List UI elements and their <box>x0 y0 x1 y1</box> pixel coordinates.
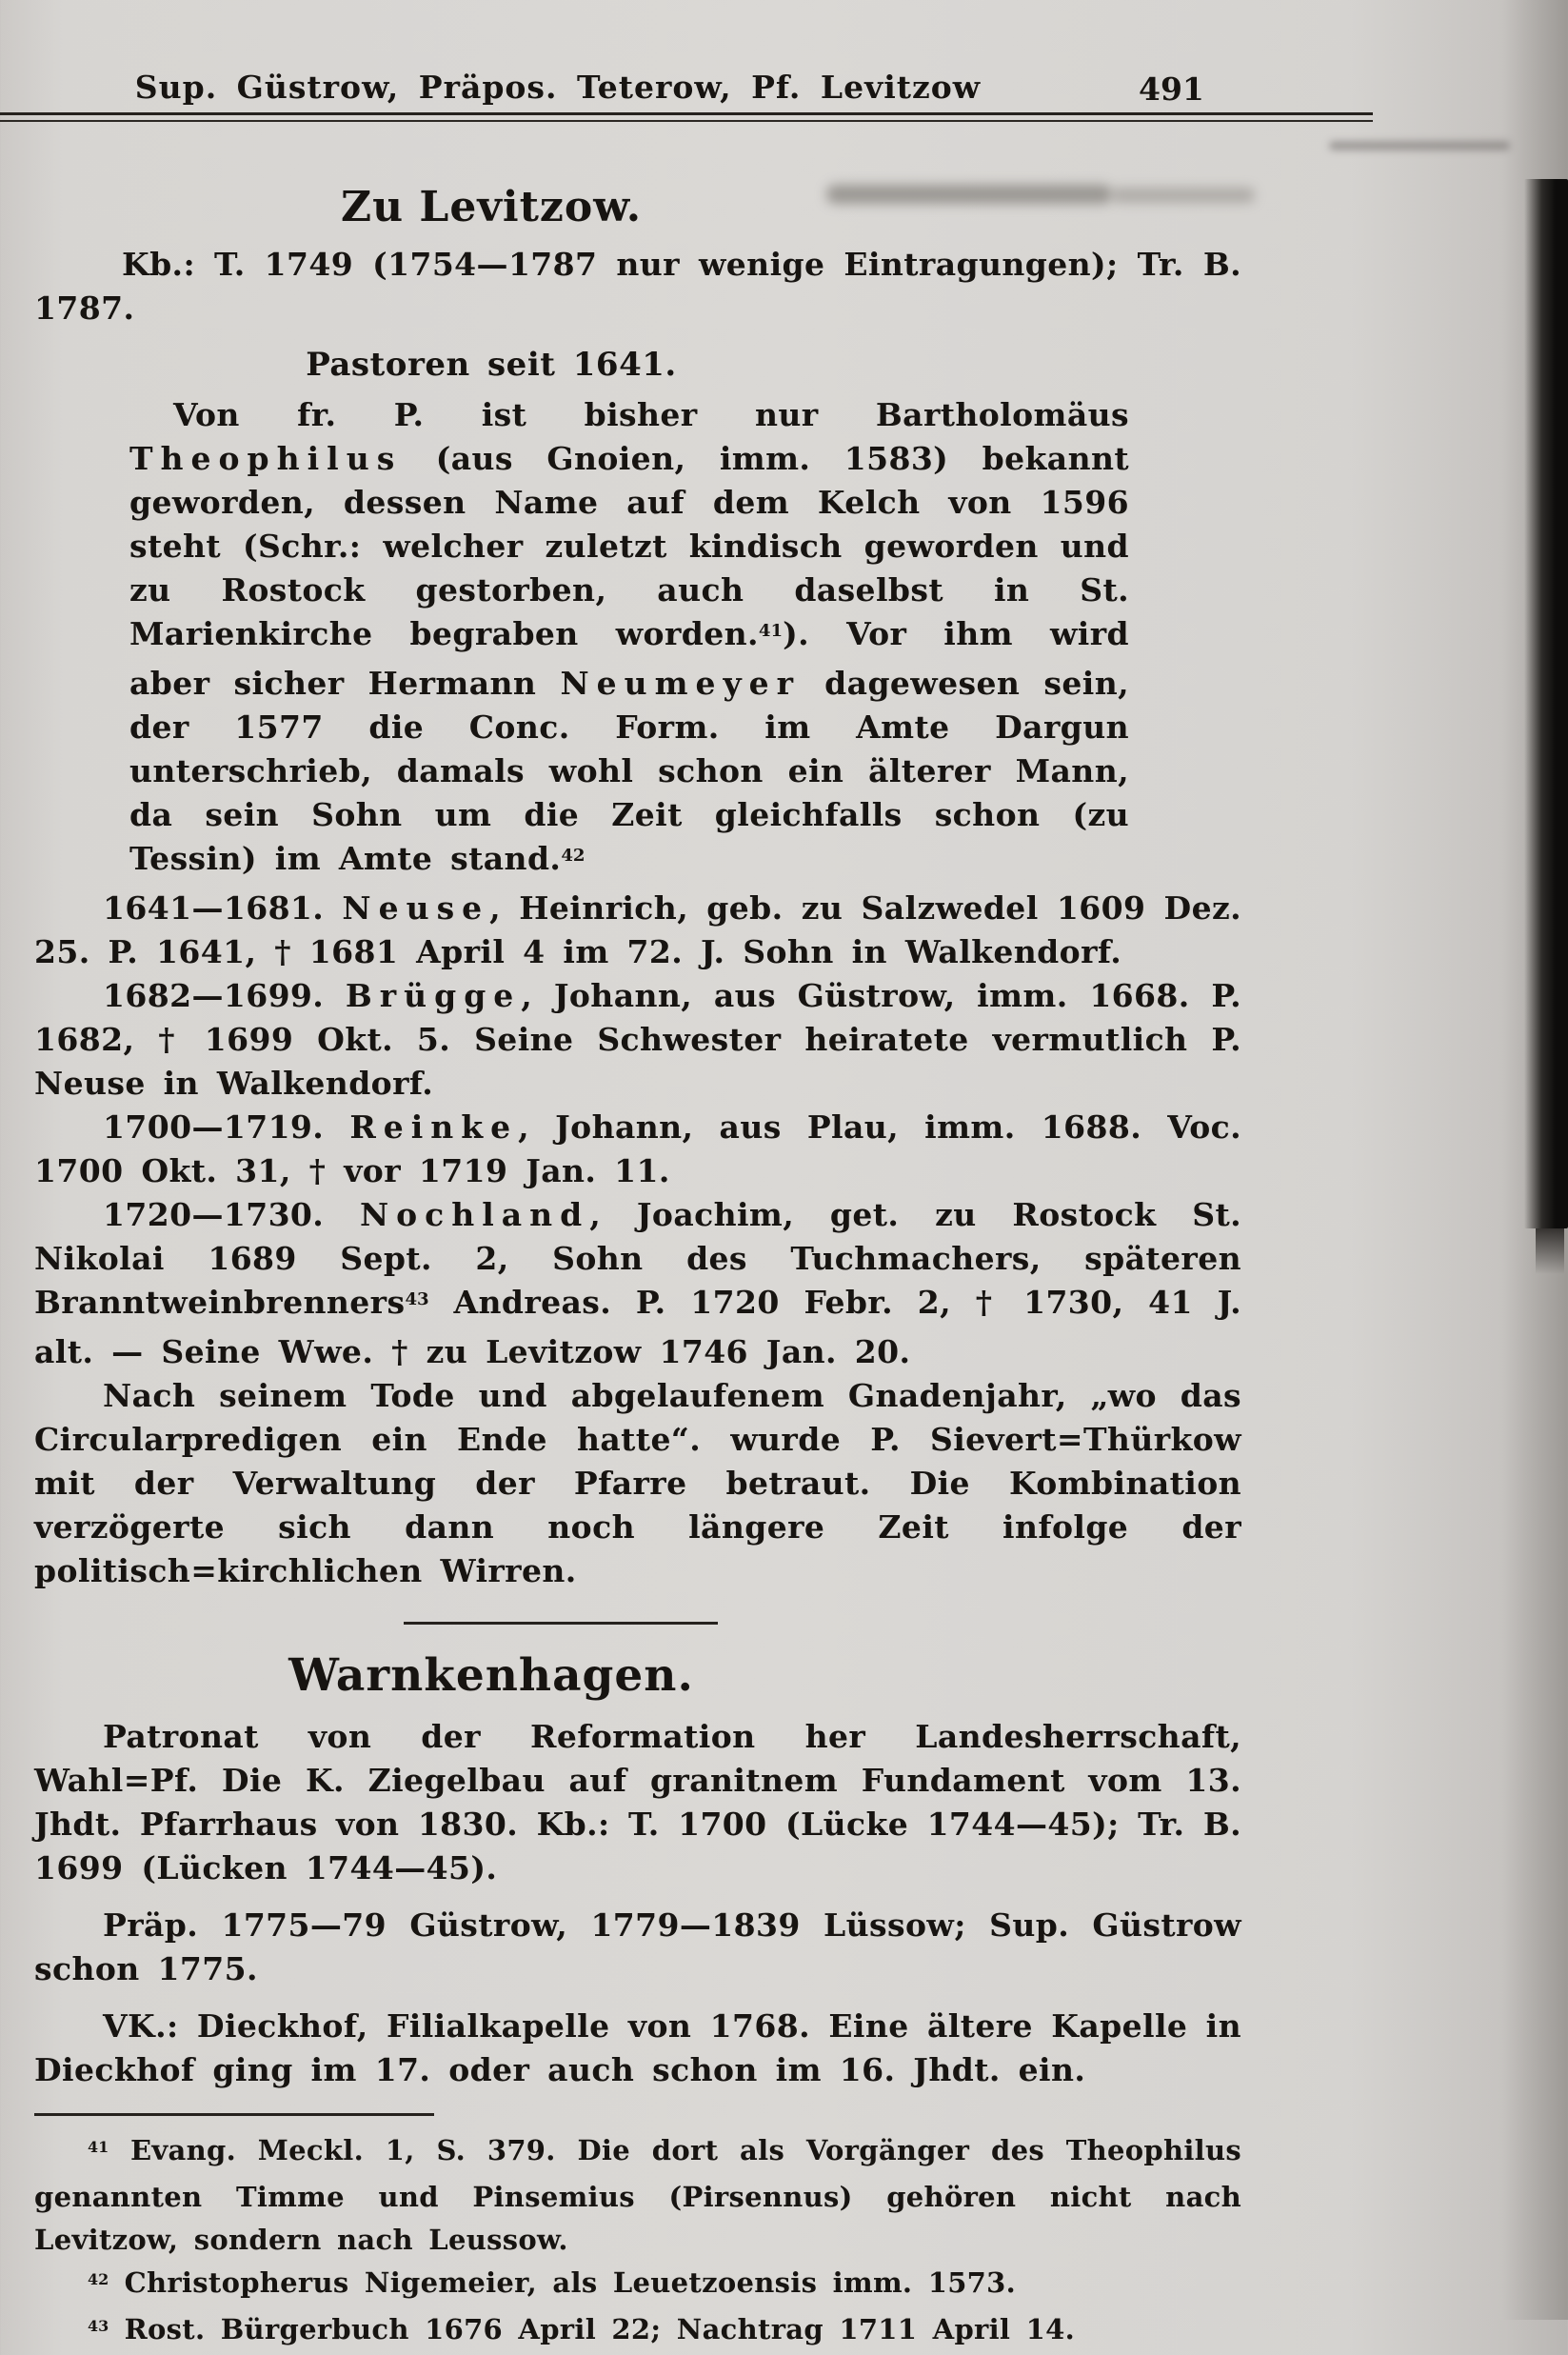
footnote-42: $^{42}$ Christopherus Nigemeier, als Leuetzoensis imm. 1573. <box>88 2266 1017 2299</box>
running-header-title: Sup. Güstrow, Präpos. Teterow, Pf. Levitzow <box>134 69 982 106</box>
paragraph-warnkenhagen-praepositur: Präp. 1775—79 Güstrow, 1779—1839 Lüssow; Sup. Güstrow schon 1775. <box>34 1906 1241 1987</box>
paragraph-warnkenhagen-patronat: Patronat von der Reformation her Landesherrschaft, Wahl=Pf. Die K. Ziegelbau auf granitnem Fundament vom 13. Jhdt. Pfarrhaus von 1830. Kb.: T. 1700 (Lücke 1744—45); Tr. B. 1699 (Lücken 1744—45). <box>34 1718 1241 1886</box>
scan-artifact-gutter-band <box>1524 179 1568 1228</box>
scan-artifact-smudge <box>1329 141 1510 150</box>
footnote-43: $^{43}$ Rost. Bürgerbuch 1676 April 22; Nachtrag 1711 April 14. <box>88 2313 1076 2345</box>
paragraph-kirchenbuecher-levitzow: Kb.: T. 1749 (1754—1787 nur wenige Eintragungen); Tr. B. 1787. <box>34 246 1241 327</box>
section-title-levitzow: Zu Levitzow. <box>340 183 643 231</box>
page-number: 491 <box>1139 70 1204 108</box>
pastor-entry-neuse: 1641—1681. Neuse, Heinrich, geb. zu Salzwedel 1609 Dez. 25. P. 1641, † 1681 April 4 im 72. J. Sohn in Walkendorf. <box>34 889 1241 970</box>
pastor-entry-bruegge: 1682—1699. Brügge, Johann, aus Güstrow, imm. 1668. P. 1682, † 1699 Okt. 5. Seine Schwester heiratete vermutlich P. Neuse in Walkendorf. <box>34 977 1241 1102</box>
scan-artifact-gutter-tail <box>1536 1228 1564 1274</box>
header-rule <box>0 112 1373 122</box>
footnote-separator-rule <box>34 2113 434 2116</box>
paragraph-warnkenhagen-filialkapelle: VK.: Dieckhof, Filialkapelle von 1768. Eine ältere Kapelle in Dieckhof ging im 17. oder auch schon im 16. Jhdt. ein. <box>34 2007 1241 2088</box>
text-column <box>34 143 1241 2355</box>
section-title-warnkenhagen: Warnkenhagen. <box>288 1649 694 1702</box>
pastor-entry-reinke: 1700—1719. Reinke, Johann, aus Plau, imm. 1688. Voc. 1700 Okt. 31, † vor 1719 Jan. 11. <box>34 1108 1241 1189</box>
pastor-entry-nochland: 1720—1730. Nochland, Joachim, get. zu Rostock St. Nikolai 1689 Sept. 2, Sohn des Tuchmachers, späteren Branntweinbrenners$^{43}$ Andreas. P. 1720 Febr. 2, † 1730, 41 J. alt. — Seine Wwe. † zu Levitzow 1746 Jan. 20. <box>34 1196 1241 1370</box>
subheading-pastoren-seit-1641: Pastoren seit 1641. <box>306 346 677 384</box>
paragraph-gnadenjahr-verwaltung: Nach seinem Tode und abgelaufenem Gnadenjahr, „wo das Circularpredigen ein Ende hatte“. wurde P. Sievert=Thürkow mit der Verwaltung der Pfarre betraut. Die Kombination verzögerte sich dann noch längere Zeit infolge der politisch=kirchlichen Wirren. <box>34 1377 1241 1589</box>
section-divider-rule <box>404 1622 718 1625</box>
paragraph-vorreformatorische-pastoren: Von fr. P. ist bisher nur Bartholomäus Theophilus (aus Gnoien, imm. 1583) bekannt geworden, dessen Name auf dem Kelch von 1596 steht (Schr.: welcher zuletzt kindisch geworden und zu Rostock gestorben, auch daselbst in St. Marienkirche begraben worden.$^{41}$). Vor ihm wird aber sicher Hermann Neumeyer dagewesen sein, der 1577 die Conc. Form. im Amte Dargun unterschrieb, damals wohl schon ein älterer Mann, da sein Sohn um die Zeit gleichfalls schon (zu Tessin) im Amte stand.$^{42}$ <box>129 396 1129 877</box>
footnote-41: $^{41}$ Evang. Meckl. 1, S. 379. Die dort als Vorgänger des Theophilus genannten Timme und Pinsemius (Pirsennus) gehören nicht nach Levitzow, sondern nach Leussow. <box>34 2134 1241 2256</box>
